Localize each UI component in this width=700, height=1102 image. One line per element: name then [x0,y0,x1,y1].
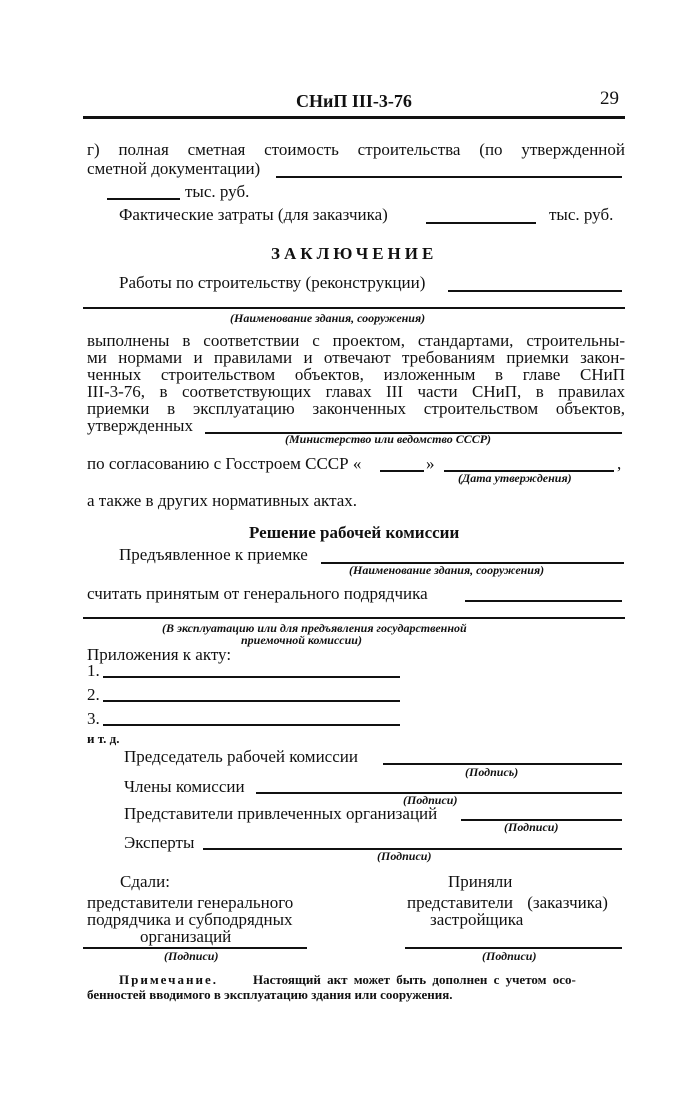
gosstroy-day-blank[interactable] [380,470,424,472]
building-name-blank[interactable] [83,307,625,309]
experts-label: Эксперты [124,833,195,852]
attachment-blank-1[interactable] [103,676,400,678]
attachments-label: Приложения к акту: [87,645,232,664]
attachments-etc: и т. д. [87,731,120,746]
cost-line-2: сметной документации) [87,159,261,178]
accepted-label: считать принятым от генерального подрядчика [87,584,428,603]
caption-operation-1: (В эксплуатацию или для предъявления государственной [162,621,467,635]
caption-members-signatures: (Подписи) [403,793,458,807]
caption-accepted-by-signatures: (Подписи) [482,949,537,963]
caption-ministry: (Министерство или ведомство СССР) [285,432,492,446]
accepted-by-line-2: застройщика [430,910,524,929]
attachment-number-2: 2. [87,685,100,704]
operation-blank[interactable] [83,617,625,619]
caption-presented-building: (Наименование здания, сооружения) [349,563,545,577]
caption-operation-2: приемочной комиссии) [241,633,362,647]
paragraph-line-4: III-3-76, в соответствующих главах III части СНиП, в правилах [87,382,625,401]
caption-approval-date: (Дата утверждения) [458,471,572,485]
page-number: 29 [600,88,619,109]
header-rule [83,116,625,119]
note-line-1: Настоящий акт может быть дополнен с учетом осо- [253,972,576,987]
note-label: Примечание. [119,972,218,987]
total-cost-unit: тыс. руб. [185,182,250,201]
handed-over-line-1: представители генерального [87,893,294,912]
accepted-by-line-1: представители (заказчика) [407,893,608,912]
actual-costs-label: Фактические затраты (для заказчика) [119,205,388,224]
accepted-by-heading: Приняли [448,872,513,891]
caption-representatives-signatures: (Подписи) [504,820,559,834]
works-blank[interactable] [448,290,622,292]
attachment-number-1: 1. [87,661,100,680]
handed-over-line-2: подрядчика и субподрядных [87,910,293,929]
caption-chairman-signature: (Подпись) [465,765,519,779]
works-label: Работы по строительству (реконструкции) [119,273,426,292]
gosstroy-quote-close: » [426,454,435,473]
running-title: СНиП III-3-76 [296,91,412,111]
handed-over-line-3: организаций [140,927,232,946]
attachment-blank-3[interactable] [103,724,400,726]
paragraph-line-5: приемки в эксплуатацию законченных строительством объектов, [87,399,625,418]
conclusion-heading: ЗАКЛЮЧЕНИЕ [271,244,438,263]
presented-label: Предъявленное к приемке [119,545,308,564]
caption-handed-over-signatures: (Подписи) [164,949,219,963]
members-label: Члены комиссии [124,777,245,796]
handed-over-heading: Сдали: [120,872,170,891]
accepted-blank[interactable] [465,600,622,602]
cost-line-1: г) полная сметная стоимость строительства (по утвержденной [87,140,625,159]
total-cost-blank[interactable] [107,198,180,200]
other-acts-text: а также в других нормативных актах. [87,491,357,510]
estimate-doc-blank[interactable] [276,176,622,178]
note-line-2: бенностей вводимого в эксплуатацию здания или сооружения. [87,987,453,1002]
paragraph-line-1: выполнены в соответствии с проектом, стандартами, строительны- [87,331,625,350]
comma: , [617,454,622,473]
actual-costs-unit: тыс. руб. [549,205,614,224]
representatives-label: Представители привлеченных организаций [124,804,438,823]
gosstroy-label: по согласованию с Госстроем СССР « [87,454,362,473]
attachment-blank-2[interactable] [103,700,400,702]
paragraph-line-3: ченных строительством объектов, изложенным в главе СНиП [87,365,625,384]
attachment-number-3: 3. [87,709,100,728]
chairman-label: Председатель рабочей комиссии [124,747,358,766]
actual-costs-blank[interactable] [426,222,536,224]
caption-experts-signatures: (Подписи) [377,849,432,863]
paragraph-line-2: ми нормами и правилами и отвечают требованиям приемки закон- [87,348,625,367]
caption-building-name: (Наименование здания, сооружения) [230,311,426,325]
decision-heading: Решение рабочей комиссии [249,523,460,542]
approved-label: утвержденных [87,416,193,435]
